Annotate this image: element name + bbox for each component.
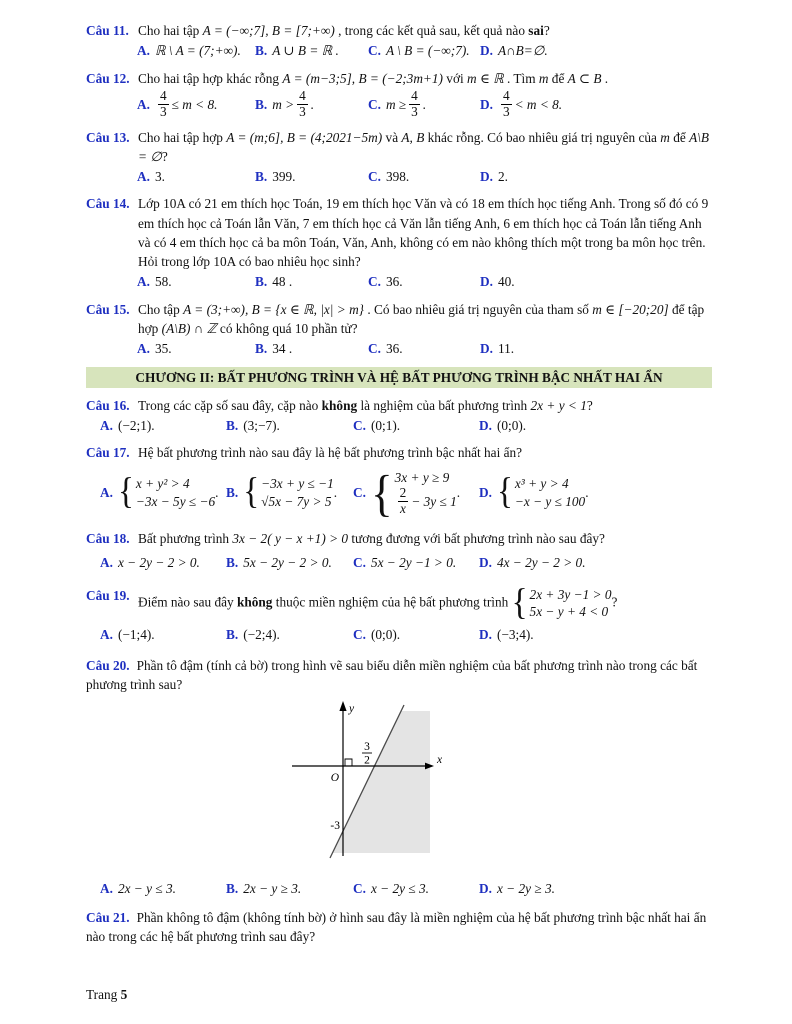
option-text: 48 . bbox=[272, 274, 293, 290]
system bbox=[511, 581, 612, 624]
option-text: x − 2y − 2 > 0. bbox=[117, 554, 200, 570]
option-a bbox=[100, 469, 226, 517]
option-text: A \ B = (−∞;7). bbox=[385, 43, 470, 59]
option-label: D. bbox=[479, 554, 492, 570]
option-text: 3. bbox=[154, 169, 165, 185]
math-run: A ⊂ B bbox=[567, 70, 602, 86]
text-run: Lớp 10A có 21 em thích học Toán, 19 em thích học Văn và có 18 em thích học tiếng Anh. Trong số đó có 9 em thích học cả Toán lẫn Văn, 7 em thích học cả Văn lẫn tiếng Anh, 6 em thích học cả Toán lẫn tiếng Anh và có 4 em thích học cả ba môn Toán, Văn, Anh, không có em nào không thích một trong ba môn học trên. Hỏi trong lớp 10A có bao nhiêu học sinh? bbox=[138, 196, 709, 270]
fraction-numerator: 4 bbox=[299, 87, 306, 103]
option-label: C. bbox=[368, 341, 381, 357]
options-row bbox=[100, 879, 712, 898]
fraction-denominator: x bbox=[400, 500, 406, 516]
option-label: A. bbox=[137, 341, 150, 357]
x-intercept-denominator: 2 bbox=[364, 754, 370, 767]
option-text: 11. bbox=[497, 341, 515, 357]
text-run: , trong các kết quả sau, kết quả nào bbox=[334, 23, 529, 38]
option-label: A. bbox=[137, 96, 150, 112]
option-label: A. bbox=[137, 43, 150, 59]
system-brace: { bbox=[117, 470, 134, 513]
option-label: C. bbox=[368, 169, 381, 185]
text-run: với bbox=[442, 70, 468, 86]
system-brace: { bbox=[511, 581, 528, 624]
y-intercept-label: -3 bbox=[330, 819, 340, 832]
system-brace: { bbox=[243, 470, 260, 513]
option-post: . bbox=[422, 96, 427, 112]
option-label: B. bbox=[255, 43, 268, 59]
text-run: khác rỗng. Có bao nhiêu giá trị nguyên của bbox=[424, 129, 661, 145]
text-run: . bbox=[601, 70, 609, 86]
option-label: A. bbox=[137, 169, 150, 185]
math-run: A\B = ∅ bbox=[138, 129, 710, 164]
options-row bbox=[100, 464, 712, 521]
option-d bbox=[479, 553, 712, 572]
system-line: 3x + y ≥ 9 bbox=[394, 469, 450, 485]
option-text: (−1;4). bbox=[117, 626, 155, 642]
option-c bbox=[353, 625, 479, 644]
option-label: B. bbox=[226, 626, 239, 642]
option-d bbox=[480, 41, 712, 60]
text-run: tương đương với bất phương trình nào sau đây? bbox=[348, 530, 605, 546]
option-c bbox=[353, 416, 479, 435]
option-label: D. bbox=[480, 341, 493, 357]
x-intercept-numerator: 3 bbox=[364, 740, 370, 753]
question-11 bbox=[86, 21, 712, 61]
option-d bbox=[480, 167, 712, 186]
text-run: để bbox=[548, 70, 568, 86]
option-a bbox=[100, 416, 226, 435]
graph-svg bbox=[280, 698, 460, 868]
option-c bbox=[353, 464, 479, 521]
option-label: D. bbox=[480, 274, 493, 290]
option-b bbox=[255, 339, 368, 358]
fraction bbox=[409, 89, 420, 120]
fraction bbox=[158, 89, 169, 120]
question-text-flow bbox=[86, 908, 712, 947]
option-b bbox=[255, 167, 368, 186]
option-label: A. bbox=[100, 418, 113, 434]
fraction-numerator: 4 bbox=[159, 87, 167, 103]
option-post: . bbox=[456, 484, 461, 500]
fraction-numerator: 2 bbox=[399, 484, 407, 500]
math-run: m bbox=[660, 129, 670, 145]
math-run: m ∈ [−20;20] bbox=[592, 301, 669, 317]
option-text: x − 2y ≤ 3. bbox=[370, 880, 429, 896]
option-post: . bbox=[333, 484, 338, 500]
option-d bbox=[480, 89, 712, 120]
option-label: B. bbox=[226, 554, 239, 570]
text-run: thuộc miền nghiệm của hệ bất phương trình bbox=[272, 594, 512, 610]
fraction bbox=[501, 89, 512, 120]
option-c bbox=[368, 89, 480, 120]
option-text: 399. bbox=[272, 169, 296, 185]
fraction-denominator: 3 bbox=[299, 103, 306, 119]
option-post: ≤ m < 8. bbox=[171, 96, 218, 112]
option-text: ℝ \ A = (7;+∞). bbox=[154, 43, 241, 59]
option-text: (−2;1). bbox=[117, 418, 155, 434]
fraction-numerator: 4 bbox=[502, 87, 510, 103]
options-row bbox=[137, 89, 712, 120]
option-b bbox=[226, 879, 353, 898]
option-b bbox=[226, 625, 353, 644]
option-text: 5x − 2y −1 > 0. bbox=[370, 554, 457, 570]
math-run: m ∈ ℝ bbox=[467, 70, 504, 86]
option-label: C. bbox=[353, 626, 366, 642]
option-label: B. bbox=[255, 274, 268, 290]
option-text: (3;−7). bbox=[243, 418, 280, 434]
option-label: B. bbox=[255, 341, 268, 357]
question-text-flow bbox=[86, 656, 712, 695]
footer-label: Trang bbox=[86, 986, 118, 1002]
option-c bbox=[368, 41, 480, 60]
option-a bbox=[100, 879, 226, 898]
option-text: 35. bbox=[154, 341, 172, 357]
question-17 bbox=[86, 443, 712, 521]
option-post: . bbox=[215, 484, 219, 500]
option-text: (0;0). bbox=[496, 418, 527, 434]
option-text: (0;0). bbox=[370, 626, 401, 642]
option-label: B. bbox=[226, 484, 239, 500]
option-label: A. bbox=[100, 880, 113, 896]
math-run: A = (m−3;5], B = (−2;3m+1) bbox=[282, 70, 443, 86]
text-run: ? bbox=[543, 23, 550, 38]
option-label: A. bbox=[100, 554, 113, 570]
text-run: ? bbox=[611, 594, 618, 610]
x-axis-label: x bbox=[437, 753, 443, 766]
question-number: Câu 12. bbox=[86, 70, 130, 86]
option-label: C. bbox=[353, 554, 366, 570]
right-angle-mark bbox=[345, 759, 352, 766]
option-text: 2x − y ≤ 3. bbox=[117, 880, 176, 896]
system bbox=[496, 470, 586, 513]
option-label: C. bbox=[353, 880, 366, 896]
question-text bbox=[138, 529, 712, 548]
system bbox=[370, 464, 457, 521]
option-b bbox=[226, 553, 353, 572]
text-run: Trong các cặp số sau đây, cặp nào bbox=[138, 397, 322, 413]
system-line: 5x − y + 4 < 0 bbox=[529, 604, 609, 620]
question-21 bbox=[86, 908, 712, 947]
question-text bbox=[138, 21, 712, 40]
question-number: Câu 21. bbox=[86, 910, 130, 926]
system-brace: { bbox=[496, 470, 513, 513]
option-label: B. bbox=[255, 96, 268, 112]
question-text bbox=[138, 581, 712, 624]
question-number: Câu 11. bbox=[86, 23, 129, 38]
option-text: 5x − 2y − 2 > 0. bbox=[243, 554, 332, 570]
option-label: A. bbox=[137, 274, 150, 290]
option-text: 36. bbox=[385, 274, 403, 290]
text-run: Cho hai tập hợp bbox=[138, 129, 227, 145]
option-c bbox=[353, 553, 479, 572]
text-run: để bbox=[669, 129, 690, 145]
system bbox=[117, 470, 216, 513]
question-16 bbox=[86, 396, 712, 436]
question-12 bbox=[86, 69, 712, 120]
system-line-rest: − 3y ≤ 1 bbox=[411, 493, 457, 509]
text-run: Cho hai tập hợp khác rỗng bbox=[138, 70, 283, 86]
option-a bbox=[137, 339, 255, 358]
text-run: để tập hợp bbox=[138, 301, 705, 336]
question-18 bbox=[86, 529, 712, 573]
question-13 bbox=[86, 128, 712, 187]
math-run: (A\B) ∩ ℤ bbox=[161, 320, 217, 336]
chapter-heading: CHƯƠNG II: BẤT PHƯƠNG TRÌNH VÀ HỆ BẤT PHƯƠNG TRÌNH BẬC NHẤT HAI ẨN bbox=[86, 367, 712, 388]
footer-page-number: 5 bbox=[120, 986, 128, 1002]
option-b bbox=[255, 41, 368, 60]
options-row bbox=[137, 167, 712, 186]
system-line bbox=[395, 486, 457, 517]
option-text: 58. bbox=[154, 274, 172, 290]
option-label: D. bbox=[480, 169, 493, 185]
options-row bbox=[100, 553, 712, 572]
option-label: C. bbox=[353, 484, 366, 500]
option-b bbox=[226, 469, 353, 517]
system bbox=[243, 470, 334, 513]
options-row bbox=[100, 416, 712, 435]
question-text bbox=[138, 128, 712, 167]
question-number: Câu 18. bbox=[86, 530, 130, 546]
system-line: −3x + y ≤ −1 bbox=[261, 476, 334, 492]
options-row bbox=[137, 272, 712, 291]
system-brace: { bbox=[370, 464, 393, 521]
option-pre: m ≥ bbox=[385, 96, 407, 112]
question-number: Câu 16. bbox=[86, 397, 130, 413]
question-number: Câu 17. bbox=[86, 445, 130, 461]
y-axis-arrow bbox=[339, 701, 346, 711]
text-run: ? bbox=[161, 148, 168, 164]
options-row bbox=[100, 625, 712, 644]
option-label: A. bbox=[100, 484, 113, 500]
option-a bbox=[137, 89, 255, 120]
text-run: ? bbox=[586, 397, 593, 413]
text-run: Hệ bất phương trình nào sau đây là hệ bất phương trình bậc nhất hai ẩn? bbox=[138, 445, 523, 461]
question-text bbox=[138, 300, 712, 339]
system-line: x + y² > 4 bbox=[135, 476, 190, 492]
system-line: −x − y ≤ 100 bbox=[514, 493, 586, 509]
option-text: 2x − y ≥ 3. bbox=[243, 880, 302, 896]
y-axis-label: y bbox=[349, 702, 355, 715]
option-label: D. bbox=[480, 43, 493, 59]
option-a bbox=[137, 167, 255, 186]
origin-label: O bbox=[330, 771, 339, 784]
option-label: B. bbox=[226, 418, 239, 434]
text-run: Phần tô đậm (tính cả bờ) trong hình vẽ sau biểu diễn miền nghiệm của bất phương trình nào trong các bất phương trình sau? bbox=[86, 657, 698, 693]
option-c bbox=[353, 879, 479, 898]
option-label: B. bbox=[226, 880, 239, 896]
option-d bbox=[480, 272, 712, 291]
option-c bbox=[368, 339, 480, 358]
math-run: 2x + y < 1 bbox=[530, 397, 587, 413]
page-footer bbox=[86, 985, 127, 1004]
options-row bbox=[137, 339, 712, 358]
question-text bbox=[138, 396, 712, 415]
option-text: (−3;4). bbox=[496, 626, 534, 642]
figure-region-graph bbox=[280, 698, 712, 873]
question-number: Câu 19. bbox=[86, 588, 130, 604]
fraction bbox=[297, 89, 308, 120]
question-number: Câu 15. bbox=[86, 301, 130, 317]
question-number: Câu 20. bbox=[86, 657, 130, 673]
option-text: 2. bbox=[497, 169, 508, 185]
system-line: −3x − 5y ≤ −6 bbox=[135, 493, 216, 509]
option-d bbox=[479, 879, 712, 898]
option-label: D. bbox=[479, 626, 492, 642]
shaded-region bbox=[330, 711, 430, 853]
math-run: 3x − 2( y − x +1) > 0 bbox=[232, 530, 349, 546]
option-label: D. bbox=[479, 880, 492, 896]
option-c bbox=[368, 272, 480, 291]
option-c bbox=[368, 167, 480, 186]
text-run: Bất phương trình bbox=[138, 530, 233, 546]
option-text: (0;1). bbox=[370, 418, 401, 434]
fraction-denominator: 3 bbox=[411, 103, 418, 119]
option-a bbox=[100, 553, 226, 572]
option-text: 34 . bbox=[272, 341, 293, 357]
option-text: x − 2y ≥ 3. bbox=[496, 880, 555, 896]
option-text: 40. bbox=[497, 274, 515, 290]
text-run: Phần không tô đậm (không tính bờ) ở hình sau đây là miền nghiệm của hệ bất phương trình bậc nhất hai ẩn nào trong các hệ bất phương trình sau đây? bbox=[86, 910, 707, 945]
bold-run: sai bbox=[528, 23, 544, 38]
question-14 bbox=[86, 194, 712, 291]
bold-run: không bbox=[236, 594, 273, 610]
option-text: 4x − 2y − 2 > 0. bbox=[496, 554, 586, 570]
question-number: Câu 14. bbox=[86, 196, 130, 212]
text-run: . Có bao nhiêu giá trị nguyên của tham số bbox=[364, 301, 593, 317]
fraction bbox=[398, 486, 409, 517]
option-text: A ∪ B = ℝ . bbox=[272, 43, 339, 59]
option-text: 36. bbox=[385, 341, 403, 357]
option-d bbox=[480, 339, 712, 358]
math-run: m bbox=[538, 70, 549, 86]
option-a bbox=[137, 41, 255, 60]
option-label: C. bbox=[368, 43, 381, 59]
question-19 bbox=[86, 581, 712, 644]
question-text bbox=[138, 194, 712, 271]
option-d bbox=[479, 469, 712, 517]
option-d bbox=[479, 416, 712, 435]
bold-run: không bbox=[321, 397, 358, 413]
option-label: D. bbox=[479, 484, 492, 500]
option-pre: m > bbox=[272, 96, 295, 112]
option-label: B. bbox=[255, 169, 268, 185]
option-post: < m < 8. bbox=[514, 96, 563, 112]
option-text: (−2;4). bbox=[243, 626, 280, 642]
text-run: và bbox=[382, 129, 402, 145]
option-label: C. bbox=[368, 274, 381, 290]
option-text: A∩B=∅. bbox=[497, 43, 548, 59]
question-20 bbox=[86, 656, 712, 898]
option-label: C. bbox=[353, 418, 366, 434]
text-run: có không quá 10 phần tử? bbox=[216, 320, 358, 336]
option-label: D. bbox=[480, 96, 493, 112]
option-a bbox=[137, 272, 255, 291]
text-run: Cho tập bbox=[138, 301, 184, 317]
question-text bbox=[138, 443, 712, 462]
question-text bbox=[138, 69, 712, 88]
option-b bbox=[226, 416, 353, 435]
option-a bbox=[100, 625, 226, 644]
fraction-numerator: 4 bbox=[411, 87, 418, 103]
option-d bbox=[479, 625, 712, 644]
fraction-denominator: 3 bbox=[159, 103, 167, 119]
option-text: 398. bbox=[385, 169, 410, 185]
options-row bbox=[137, 41, 712, 60]
option-label: D. bbox=[479, 418, 492, 434]
system-line: 2x + 3y −1 > 0 bbox=[529, 587, 612, 603]
question-15 bbox=[86, 300, 712, 359]
system-line: x³ + y > 4 bbox=[514, 476, 569, 492]
math-run: A = (m;6], B = (4;2021−5m) bbox=[226, 129, 383, 145]
math-run: A = (3;+∞), B = {x ∈ ℝ, |x| > m} bbox=[183, 301, 364, 317]
fraction-denominator: 3 bbox=[502, 103, 510, 119]
system-line: √5x − 7y > 5 bbox=[261, 493, 332, 509]
option-b bbox=[255, 272, 368, 291]
option-b bbox=[255, 89, 368, 120]
option-post: . bbox=[585, 484, 589, 500]
text-run: Cho hai tập bbox=[138, 23, 203, 38]
text-run: là nghiệm của bất phương trình bbox=[357, 397, 531, 413]
text-run: . Tìm bbox=[503, 70, 539, 86]
math-run: A = (−∞;7], B = [7;+∞) bbox=[202, 23, 335, 38]
option-post: . bbox=[310, 96, 315, 112]
option-label: A. bbox=[100, 626, 113, 642]
question-number: Câu 13. bbox=[86, 129, 130, 145]
math-run: A, B bbox=[401, 129, 425, 145]
option-label: C. bbox=[368, 96, 381, 112]
text-run: Điểm nào sau đây bbox=[138, 594, 237, 610]
